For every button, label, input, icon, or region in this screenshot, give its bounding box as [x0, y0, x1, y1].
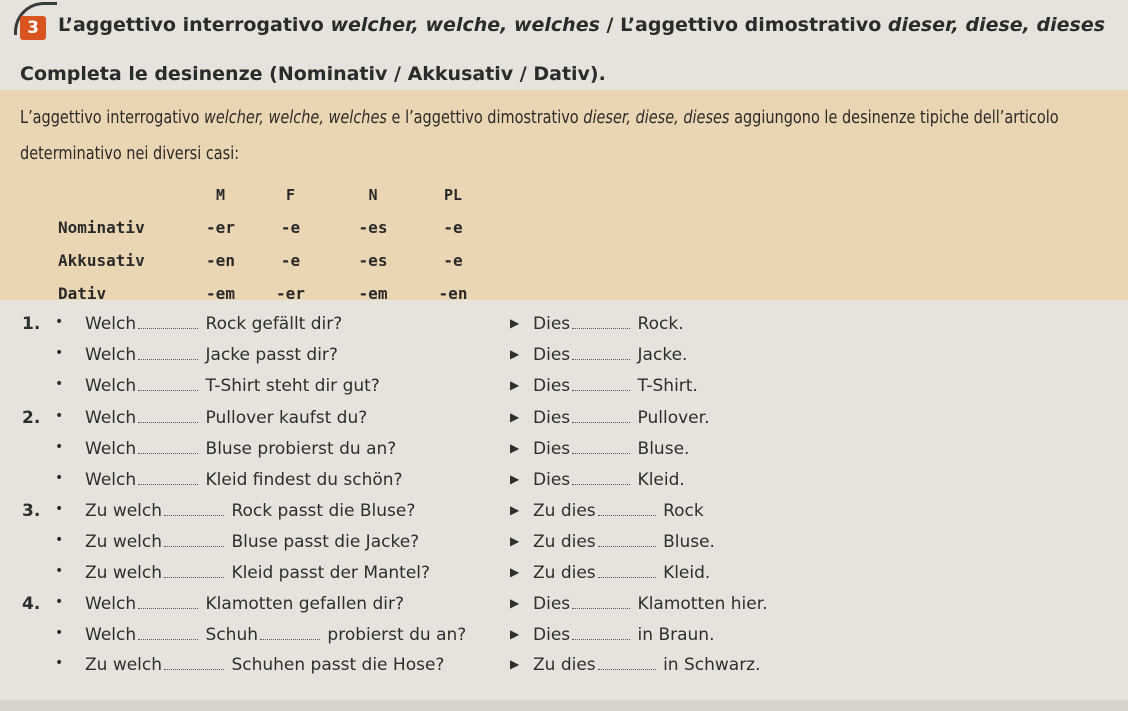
fill-in-blank[interactable] [598, 563, 656, 578]
answer-fragment: in Braun. [637, 625, 715, 645]
endings-row [58, 277, 483, 310]
question-fragment: Kleid findest du schön? [205, 470, 403, 490]
fill-in-blank[interactable] [164, 563, 224, 578]
question [85, 655, 444, 675]
answer-fragment: Dies [533, 470, 571, 490]
text-run: / L’aggettivo dimostrativo [599, 14, 888, 36]
answer [533, 345, 687, 365]
question-fragment: Welch [85, 314, 137, 334]
question-fragment: Zu welch [85, 532, 163, 552]
text-run: aggiungono le desinenze tipiche dell’articolo determinativo nei diversi casi: [20, 108, 1059, 164]
answer [533, 625, 714, 645]
fill-in-blank[interactable] [164, 532, 224, 547]
endings-row [58, 211, 483, 244]
question-fragment: Kleid passt der Mantel? [231, 563, 431, 583]
fill-in-blank[interactable] [572, 625, 630, 640]
ending-cell: -em [358, 284, 388, 303]
grammar-box [0, 90, 1128, 303]
answer-arrow-icon: ▶ [510, 627, 520, 641]
italic-term: welcher, welche, welches [330, 14, 600, 36]
exercise-number: 1. [22, 314, 41, 334]
answer-fragment: Zu dies [533, 501, 596, 521]
fill-in-blank[interactable] [572, 345, 630, 360]
exercise-number: 3. [22, 501, 41, 521]
answer-fragment: Klamotten hier. [637, 594, 768, 614]
exercise-item [0, 408, 1128, 438]
answer-fragment: Zu dies [533, 655, 596, 675]
question-fragment: Bluse passt die Jacke? [231, 532, 420, 552]
answer-fragment: Dies [533, 625, 571, 645]
answer-arrow-icon: ▶ [510, 534, 520, 548]
endings-table [58, 178, 483, 310]
case-name: Akkusativ [58, 251, 145, 270]
bullet-icon: • [55, 408, 64, 424]
question-fragment: Zu welch [85, 563, 163, 583]
fill-in-blank[interactable] [138, 376, 198, 391]
bullet-icon: • [55, 439, 64, 455]
exercise-item [0, 563, 1128, 593]
ending-cell: -er [206, 218, 235, 237]
bullet-icon: • [55, 625, 64, 641]
question [85, 563, 430, 583]
question [85, 376, 380, 396]
endings-column-header: PL [443, 185, 463, 204]
answer-arrow-icon: ▶ [510, 565, 520, 579]
answer [533, 408, 709, 428]
endings-column-header [58, 178, 183, 211]
question-fragment: Bluse probierst du an? [205, 439, 397, 459]
fill-in-blank[interactable] [138, 470, 198, 485]
endings-column-header: N [368, 185, 378, 204]
answer-fragment: Pullover. [637, 408, 710, 428]
answer-fragment: T-Shirt. [637, 376, 698, 396]
answer-fragment: Kleid. [663, 563, 711, 583]
text-run: L’aggettivo interrogativo [20, 108, 204, 128]
question [85, 501, 415, 521]
page-bottom-edge [0, 700, 1128, 711]
question [85, 314, 342, 334]
exercise-number-badge: 3 [20, 16, 46, 40]
fill-in-blank[interactable] [138, 408, 198, 423]
question-fragment: Klamotten gefallen dir? [205, 594, 405, 614]
case-name: Nominativ [58, 218, 145, 237]
answer-arrow-icon: ▶ [510, 657, 520, 671]
question-fragment: Schuh [205, 625, 258, 645]
bullet-icon: • [55, 501, 64, 517]
fill-in-blank[interactable] [572, 439, 630, 454]
answer [533, 655, 761, 675]
question-fragment: probierst du an? [327, 625, 467, 645]
question-fragment: Rock gefällt dir? [205, 314, 343, 334]
exercise-item [0, 655, 1128, 685]
ending-cell: -es [358, 218, 388, 237]
answer-arrow-icon: ▶ [510, 316, 520, 330]
exercise-item [0, 314, 1128, 344]
answer-fragment: Dies [533, 439, 571, 459]
answer-fragment: Kleid. [637, 470, 685, 490]
exercise-item [0, 625, 1128, 655]
answer-arrow-icon: ▶ [510, 441, 520, 455]
ending-cell: -e [280, 218, 301, 237]
fill-in-blank[interactable] [138, 625, 198, 640]
exercise-number: 2. [22, 408, 41, 428]
question-fragment: Jacke passt dir? [205, 345, 338, 365]
bullet-icon: • [55, 345, 64, 361]
question-fragment: Welch [85, 345, 137, 365]
bullet-icon: • [55, 376, 64, 392]
exercise-number: 4. [22, 594, 41, 614]
exercise-item [0, 501, 1128, 531]
question-fragment: Zu welch [85, 501, 163, 521]
fill-in-blank[interactable] [138, 345, 198, 360]
bullet-icon: • [55, 563, 64, 579]
bullet-icon: • [55, 594, 64, 610]
answer [533, 501, 704, 521]
answer-arrow-icon: ▶ [510, 378, 520, 392]
exercise-item [0, 345, 1128, 375]
answer-arrow-icon: ▶ [510, 596, 520, 610]
answer [533, 439, 689, 459]
answer-fragment: Dies [533, 314, 571, 334]
answer-arrow-icon: ▶ [510, 503, 520, 517]
exercise-item [0, 439, 1128, 469]
answer-fragment: Bluse. [637, 439, 690, 459]
answer-fragment: Bluse. [663, 532, 715, 552]
question-fragment: Welch [85, 470, 137, 490]
ending-cell: -e [280, 251, 301, 270]
question [85, 625, 466, 645]
question [85, 532, 419, 552]
bullet-icon: • [55, 314, 64, 330]
question [85, 439, 396, 459]
answer-fragment: Rock [663, 501, 704, 521]
endings-column-header: M [215, 185, 226, 204]
answer-fragment: Dies [533, 376, 571, 396]
fill-in-blank[interactable] [164, 501, 224, 516]
fill-in-blank[interactable] [572, 594, 630, 609]
case-name: Dativ [58, 284, 107, 303]
question-fragment: Zu welch [85, 655, 163, 675]
question-fragment: Schuhen passt die Hose? [231, 655, 445, 675]
fill-in-blank[interactable] [164, 655, 224, 670]
text-run: L’aggettivo interrogativo [58, 14, 331, 36]
fill-in-blank[interactable] [138, 439, 198, 454]
bullet-icon: • [55, 470, 64, 486]
fill-in-blank[interactable] [572, 408, 630, 423]
exercise-item [0, 594, 1128, 624]
ending-cell: -en [206, 251, 235, 270]
grammar-explanation [20, 100, 1115, 172]
exercise-title [58, 14, 1105, 36]
question-fragment: Welch [85, 408, 137, 428]
endings-header-row [58, 178, 483, 211]
fill-in-blank[interactable] [260, 625, 320, 640]
question-fragment: T-Shirt steht dir gut? [205, 376, 380, 396]
fill-in-blank[interactable] [572, 470, 630, 485]
answer-fragment: Zu dies [533, 563, 596, 583]
ending-cell: -e [443, 251, 463, 270]
question [85, 345, 338, 365]
exercise-header [0, 0, 1128, 90]
exercise-item [0, 470, 1128, 500]
answer-arrow-icon: ▶ [510, 410, 520, 424]
italic-term: dieser, diese, dieses [583, 108, 730, 128]
ending-cell: -er [276, 284, 305, 303]
answer [533, 563, 710, 583]
exercise-instruction: Completa le desinenze (Nominativ / Akkusativ / Dativ). [20, 63, 606, 85]
question-fragment: Welch [85, 625, 137, 645]
fill-in-blank[interactable] [598, 501, 656, 516]
endings-row [58, 244, 483, 277]
question [85, 408, 367, 428]
ending-cell: -es [358, 251, 388, 270]
answer-arrow-icon: ▶ [510, 472, 520, 486]
answer [533, 594, 768, 614]
bullet-icon: • [55, 532, 64, 548]
answer-fragment: Dies [533, 408, 571, 428]
bullet-icon: • [55, 655, 64, 671]
endings-column-header: F [285, 185, 296, 204]
question-fragment: Welch [85, 594, 137, 614]
answer-fragment: Zu dies [533, 532, 596, 552]
question-fragment: Rock passt die Bluse? [231, 501, 416, 521]
exercise-item [0, 376, 1128, 406]
answer-arrow-icon: ▶ [510, 347, 520, 361]
text-run: e l’aggettivo dimostrativo [386, 108, 584, 128]
italic-term: welcher, welche, welches [203, 108, 387, 128]
fill-in-blank[interactable] [598, 655, 656, 670]
ending-cell: -em [206, 284, 235, 303]
fill-in-blank[interactable] [138, 594, 198, 609]
question-fragment: Pullover kaufst du? [205, 408, 368, 428]
question-fragment: Welch [85, 376, 137, 396]
answer [533, 470, 685, 490]
answer [533, 314, 684, 334]
fill-in-blank[interactable] [572, 376, 630, 391]
exercise-item [0, 532, 1128, 562]
answer-fragment: Dies [533, 594, 571, 614]
fill-in-blank[interactable] [138, 314, 198, 329]
answer [533, 376, 698, 396]
answer-fragment: Jacke. [637, 345, 688, 365]
fill-in-blank[interactable] [598, 532, 656, 547]
answer [533, 532, 715, 552]
question-fragment: Welch [85, 439, 137, 459]
question [85, 470, 403, 490]
answer-fragment: Dies [533, 345, 571, 365]
ending-cell: -e [443, 218, 463, 237]
italic-term: dieser, diese, dieses [887, 14, 1106, 36]
ending-cell: -en [438, 284, 468, 303]
question [85, 594, 404, 614]
fill-in-blank[interactable] [572, 314, 630, 329]
answer-fragment: in Schwarz. [663, 655, 761, 675]
answer-fragment: Rock. [637, 314, 684, 334]
